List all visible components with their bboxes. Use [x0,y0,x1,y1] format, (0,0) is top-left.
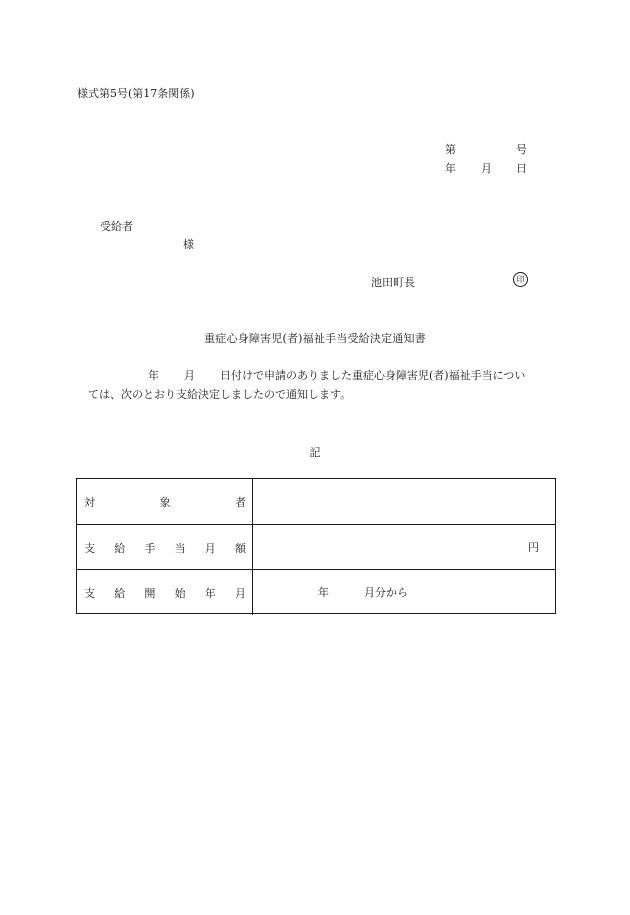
start-month-label: 月分から [364,586,408,599]
table-row-start-month [77,569,555,615]
label-char: 月 [204,541,216,555]
body-text-line-2: ては、次のとおり支給決定しましたので通知します。 [88,388,352,401]
row-label-target [84,479,246,524]
label-char: 当 [174,541,186,555]
recipient-label: 受給者 [100,220,133,233]
label-char: 額 [234,541,246,555]
date-year-label: 年 [445,162,456,175]
body-month-label: 月 [184,369,195,382]
start-year-label: 年 [318,586,329,599]
label-char: 始 [174,586,186,600]
date-day-label: 日 [516,162,527,175]
row-label-monthly-amount [84,525,246,570]
amount-unit-yen: 円 [528,541,539,554]
form-number-label: 様式第5号(第17条関係) [77,87,195,100]
column-divider [252,479,253,524]
label-char: 支 [84,541,95,555]
ki-heading: 記 [309,446,321,459]
document-number-suffix: 号 [516,143,527,156]
label-char: 支 [84,586,95,600]
label-char: 開 [144,586,156,600]
table-row-target [77,479,555,524]
issuer-name: 池田町長 [371,276,415,289]
detail-table [76,478,556,614]
body-year-label: 年 [148,369,159,382]
label-char: 手 [144,541,156,555]
table-row-monthly-amount [77,524,555,570]
label-char: 対 [84,495,95,509]
document-title: 重症心身障害児(者)福祉手当受給決定通知書 [204,332,426,345]
document-number-prefix: 第 [445,143,456,156]
label-char: 象 [159,495,171,509]
recipient-honorific: 様 [183,238,194,251]
label-char: 給 [114,541,126,555]
label-char: 年 [204,586,216,600]
date-month-label: 月 [481,162,492,175]
column-divider [252,525,253,570]
body-text-line-1: 日付けで申請のありました重症心身障害児(者)福祉手当につい [220,369,526,382]
row-label-start-month [84,570,246,615]
label-char: 給 [114,586,126,600]
seal-stamp: 印 [513,272,528,287]
column-divider [252,570,253,615]
label-char: 者 [235,495,246,509]
label-char: 月 [234,586,246,600]
